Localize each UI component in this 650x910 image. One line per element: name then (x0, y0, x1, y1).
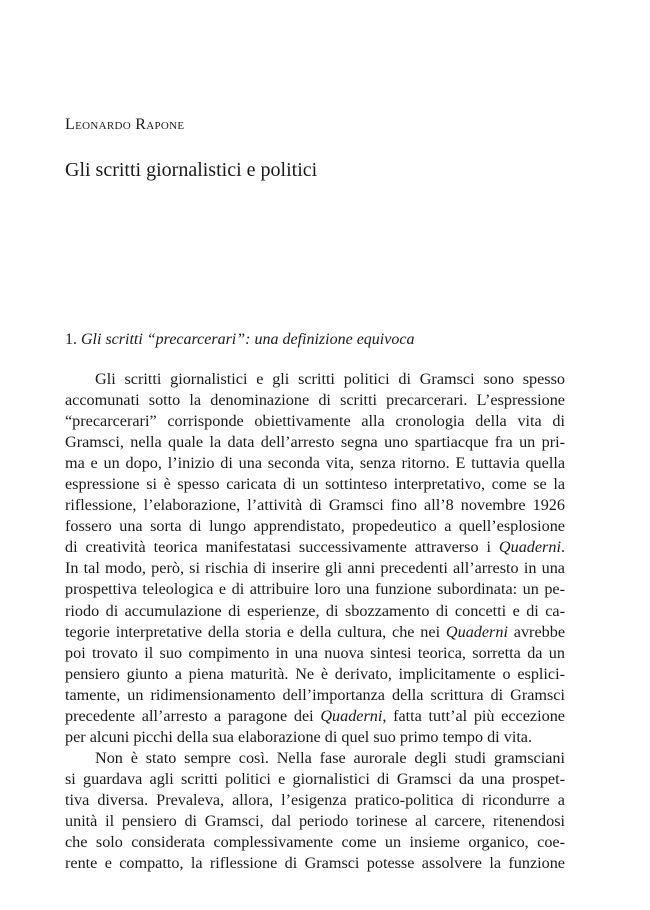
text-segment: avrebbe (507, 622, 565, 641)
article-title: Gli scritti giornalistici e politici (65, 159, 318, 181)
text-line: accomunati sotto la denominazione di scritti precarcerari. L’espressione (65, 391, 565, 410)
text-segment: precedente all’arresto a paragone dei (65, 706, 321, 725)
text-line: Non è stato sempre così. Nella fase aurorale degli studi gramsciani (95, 748, 565, 767)
text-line: unità il pensiero di Gramsci, dal periodo torinese al carcere, ritenendosi (65, 811, 565, 830)
text-segment: . (560, 538, 565, 557)
text-line: che solo considerata complessivamente come un insieme organico, coe- (65, 833, 565, 852)
text-line: pensiero giunto a piena maturità. Ne è derivato, implicitamente o esplici- (65, 664, 565, 683)
text-line: prospettiva teleologica e di attribuire loro una funzione subordinata: un pe- (65, 580, 565, 599)
text-line: per alcuni picchi della sua elaborazione di quel suo primo tempo di vita. (65, 727, 533, 746)
text-line: ma e un dopo, l’inizio di una seconda vita, senza ritorno. E tuttavia quella (65, 454, 565, 473)
italic-title: Quaderni (445, 622, 508, 641)
text-segment: tegorie interpretative della storia e della cultura, che nei (65, 622, 446, 641)
text-line: si guardava agli scritti politici e giornalistici di Gramsci da una prospet- (65, 769, 565, 788)
section-heading-text: Gli scritti “precarcerari”: una definizione equivoca (81, 331, 415, 348)
text-line (65, 706, 565, 727)
text-segment: di creatività teorica manifestatasi successivamente attraverso i (65, 538, 499, 557)
italic-title: Quaderni (320, 706, 383, 725)
text-line: riflessione, l’elaborazione, l’attività di Gramsci fino all’8 novembre 1926 (65, 496, 565, 515)
text-line: poi trovato il suo compimento in una nuova sintesi teorica, sorretta da un (65, 643, 565, 662)
section-number: 1. (65, 331, 77, 348)
body-text (65, 369, 565, 874)
text-line: rente e compatto, la riflessione di Gramsci potesse assolvere la funzione (65, 854, 565, 873)
text-line (65, 622, 565, 643)
text-line: Gramsci, nella quale la data dell’arresto segna uno spartiacque fra un pri- (65, 433, 565, 452)
text-line: “precarcerari” corrisponde obiettivamente alla cronologia della vita di (65, 412, 565, 431)
author-name: Leonardo Rapone (65, 116, 185, 133)
text-line: tamente, un ridimensionamento dell’importanza della scrittura di Gramsci (65, 685, 565, 704)
italic-title: Quaderni (498, 538, 561, 557)
text-line: riodo di accumulazione di esperienze, di sbozzamento di concetti e di ca- (65, 601, 565, 620)
text-segment: , fatta tutt’al più eccezione (382, 706, 565, 725)
text-line: Gli scritti giornalistici e gli scritti politici di Gramsci sono spesso (95, 370, 565, 388)
text-line (65, 537, 565, 558)
text-line: tiva diversa. Prevaleva, allora, l’esigenza pratico-politica di ricondurre a (65, 790, 565, 809)
text-line: In tal modo, però, si rischia di inserire gli anni precedenti all’arresto in una (65, 559, 565, 578)
text-line: espressione si è spesso caricata di un sottinteso interpretativo, come se la (65, 475, 565, 494)
section-heading (65, 331, 414, 349)
text-line: fossero una sorta di lungo apprendistato, propedeutico a quell’esplosione (65, 517, 565, 536)
